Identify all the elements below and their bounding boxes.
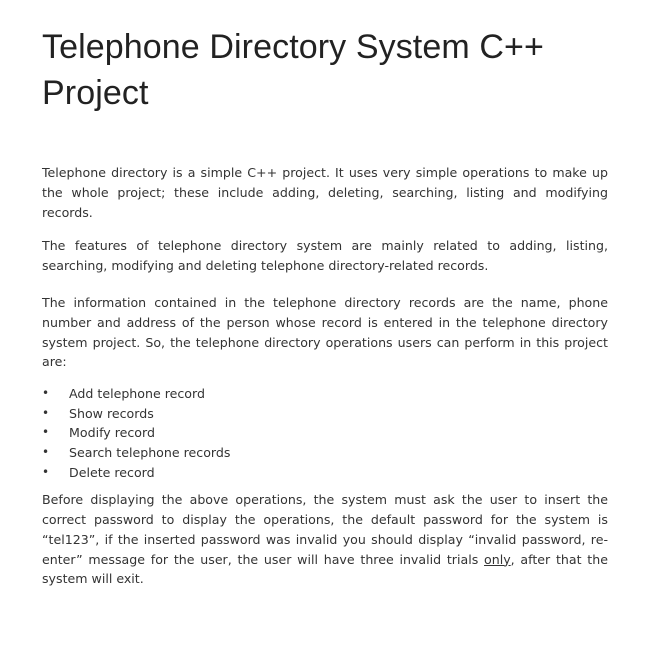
list-item	[42, 404, 608, 424]
bullet-icon: •	[42, 386, 50, 401]
information-paragraph: The information contained in the telephone directory records are the name, phone number and address of the person whose record is entered in the telephone directory system project. So, the telephone directory operations users can perform in this project are:	[42, 294, 608, 370]
list-item	[42, 443, 608, 463]
underlined-word: only	[484, 551, 511, 567]
list-item-label: Modify record	[69, 425, 155, 441]
list-item-label: Search telephone records	[69, 444, 231, 460]
list-item	[42, 463, 608, 483]
list-item-label: Delete record	[69, 464, 155, 480]
list-item-label: Add telephone record	[69, 386, 205, 402]
bullet-icon: •	[42, 464, 50, 479]
password-paragraph-ending: , after that the system will exit.	[42, 551, 608, 587]
intro-paragraph: Telephone directory is a simple C++ project. It uses very simple operations to make up the whole project; these include adding, deleting, searching, listing and modifying records.	[42, 165, 608, 220]
bullet-icon: •	[42, 405, 50, 420]
operations-list	[42, 384, 608, 482]
page-title: Telephone Directory System C++ Project	[42, 28, 544, 112]
list-item-label: Show records	[69, 405, 154, 421]
password-paragraph-text: Before displaying the above operations, the system must ask the user to insert the correct password to display the operations, the default password for the system is “tel123”, if the inserted password was invalid you should display “invalid password, re-enter” message for the user, the user will have three invalid trials	[42, 492, 608, 567]
bullet-icon: •	[42, 425, 50, 440]
list-item	[42, 423, 608, 443]
document-body	[42, 163, 608, 603]
password-paragraph	[42, 490, 608, 589]
bullet-icon: •	[42, 444, 50, 459]
list-item	[42, 384, 608, 404]
features-paragraph: The features of telephone directory system are mainly related to adding, listing, searching, modifying and deleting telephone directory-related records.	[42, 238, 608, 274]
